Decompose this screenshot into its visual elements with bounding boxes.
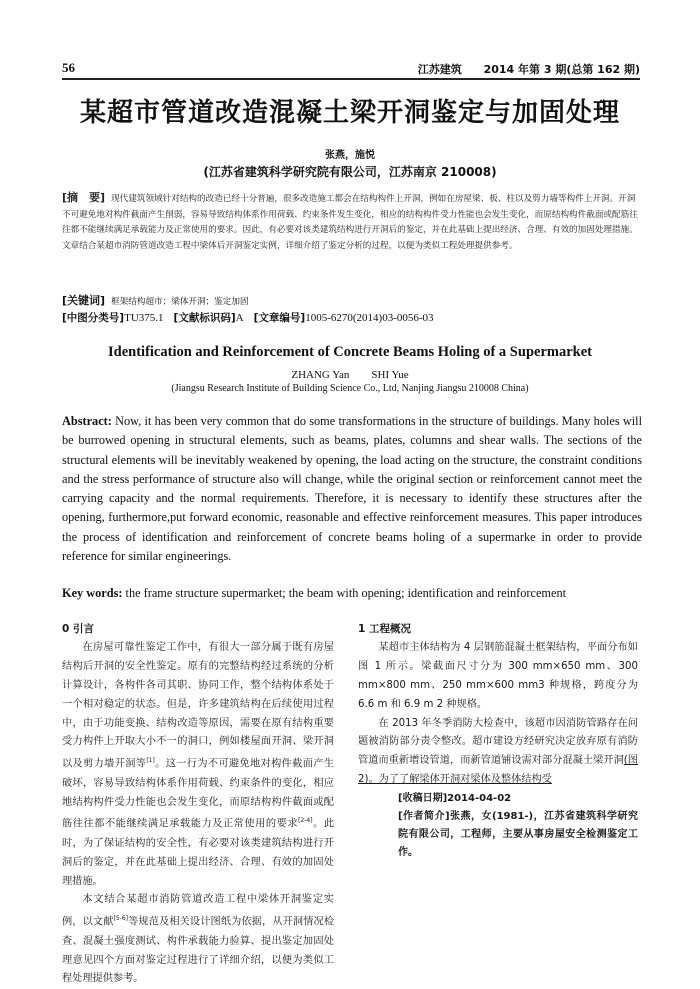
article-id-value: 1005-6270(2014)03-0056-03 [305, 312, 434, 324]
paper-affiliation: (江苏省建筑科学研究院有限公司，江苏南京 210008) [203, 165, 497, 179]
intro-paragraph-1: 在房屋可靠性鉴定工作中，有很大一部分属于既有房屋结构后开洞的安全性鉴定。原有的完整结构经过系统的分析计算设计，各构件各司其职、协同工作，整个结构体系处于一个相对稳定的状态。但是，许多建筑结构在后续使用过程中，由于功能变换、结构改造等原因，需要在原有结构重要受力构件上开取大小不一的洞口，例如楼屋面开洞、梁开洞以及剪力墙开洞等[1]。这一行为不可避免地对构件截面产生破坏，容易导致结构体系作用荷载、约束条件的变化，相应地结构构件受力性能也会发生变化，而原结构构件截面或配筋往往都不能继续满足承载能力及正常使用的要求[2-4]。此时，为了保证结构的安全性，有必要对该类建筑结构进行开洞后的鉴定，并在此基础上提出经济、合理、有效的加固处理措施。 [62, 641, 335, 887]
journal-name: 江苏建筑 [417, 63, 462, 76]
author-bio: [作者简介]张燕，女(1981-)，江苏省建筑科学研究院有限公司，工程师，主要从事房屋安全检测鉴定工作。 [398, 811, 638, 859]
doc-code-label: [文献标识码] [173, 312, 236, 324]
english-authors: ZHANG Yan SHI Yue [291, 369, 409, 381]
english-keywords [62, 586, 642, 601]
section-heading-intro: 0 引言 [62, 623, 94, 635]
clc-value: TU375.1 [124, 312, 164, 324]
abstract-text: 现代建筑领域针对结构的改造已经十分普遍，很多改造施工都会在结构构件上开洞，例如在房屋梁、板、柱以及剪力墙等构件上开洞。开洞不可避免地对构件截面产生削弱，容易导致结构体系作用荷载、约束条件发生变化，相应的结构构件受力性能也会发生变化，而原结构构件截面或配筋往往都不能继续满足承载能力及正常使用的要求。因此，有必要对该类建筑结构进行开洞后的鉴定，并在此基础上提出经济、合理、有效的加固处理措施。文章结合某超市消防管道改造工程中梁体后开洞鉴定实例，详细介绍了鉴定分析的过程，以便为类似工程处理提供参考。 [62, 194, 638, 251]
chinese-abstract [62, 190, 642, 254]
english-abstract [62, 412, 642, 566]
body-column-right [358, 620, 638, 862]
article-id-label: [文章编号] [253, 312, 306, 324]
citation: [1] [146, 757, 155, 765]
paper-title: 某超市管道改造混凝土梁开洞鉴定与加固处理 [79, 98, 620, 128]
english-abstract-text: Now, it has been very common that do some transformations in the structure of buildings. Many holes will be burrowed opening in structural elements, such as beams, plates, columns and shear walls. The sections of the structural elements will be inevitably weakened by opening, the load acting on the structure, the constraint conditions and the stress performance of structure also will change, while the original section or reinforcement cannot meet the carrying capacity and the normal requirements. Therefore, it is necessary to identify these structures after the opening, furthermore,put forward economic, reasonable and effective reinforcement measures. This paper introduces the process of identification and reinforcement of concrete beams holing of a supermarke in order to provide reference for similar engineerings. [62, 414, 643, 564]
english-title: Identification and Reinforcement of Concrete Beams Holing of a Supermarket [108, 344, 592, 360]
overview-paragraph-1: 某超市主体结构为 4 层钢筋混凝土框架结构，平面分布如图 1 所示。梁截面尺寸分为 300 mm×650 mm、300 mm×800 mm、250 mm×600 mm3 种规格，跨度分为 6.6 m 和 6.9 m 2 种规格。 [358, 641, 638, 710]
citation: [2-4] [298, 817, 313, 825]
abstract-label: [摘 要] [62, 191, 106, 204]
english-keywords-text: the frame structure supermarket; the beam with opening; identification and reinforcement [125, 586, 567, 600]
page-header [62, 60, 640, 80]
classification-line [62, 310, 434, 325]
doc-code-value: A [235, 312, 244, 324]
intro-paragraph-2: 本文结合某超市消防管道改造工程中梁体开洞鉴定实例，以文献[5-6]等规范及相关设计图纸为依据，从开洞情况检查、混凝土强度测试、构件承载能力验算、提出鉴定加固处理意见四个方面对鉴定过程进行了详细介绍，以便为类似工程处理提供参考。 [62, 894, 335, 985]
body-column-left [62, 620, 334, 989]
section-heading-overview: 1 工程概况 [358, 623, 411, 635]
keywords-text: 框架结构超市；梁体开洞；鉴定加固 [111, 297, 249, 307]
chinese-keywords [62, 292, 249, 308]
figure-reference: (图 2)。为了了解梁体开洞对梁体及整体结构受 [358, 755, 638, 786]
paper-authors: 张燕，施悦 [325, 150, 375, 161]
english-affiliation: (Jiangsu Research Institute of Building Science Co., Ltd, Nanjing Jiangsu 210008 China) [171, 383, 529, 394]
journal-issue: 2014 年第 3 期(总第 162 期) [483, 63, 640, 76]
english-abstract-label: Abstract: [62, 414, 112, 428]
keywords-label: [关键词] [62, 294, 106, 307]
page-number: 56 [62, 60, 75, 75]
journal-info [400, 61, 640, 77]
clc-label: [中图分类号] [62, 312, 125, 324]
citation: [5-6] [113, 915, 128, 923]
received-date: [收稿日期]2014-04-02 [398, 793, 512, 805]
english-keywords-label: Key words: [62, 586, 123, 600]
overview-paragraph-2: 在 2013 年冬季消防大检查中，该超市因消防管路存在问题被消防部分责令整改。超市建设方经研究决定放弃原有消防管道而重新增设管道，而新管道铺设需对部分混凝土梁开洞(图 2)。为了了解梁体开洞对梁体及整体结构受 [358, 717, 638, 786]
